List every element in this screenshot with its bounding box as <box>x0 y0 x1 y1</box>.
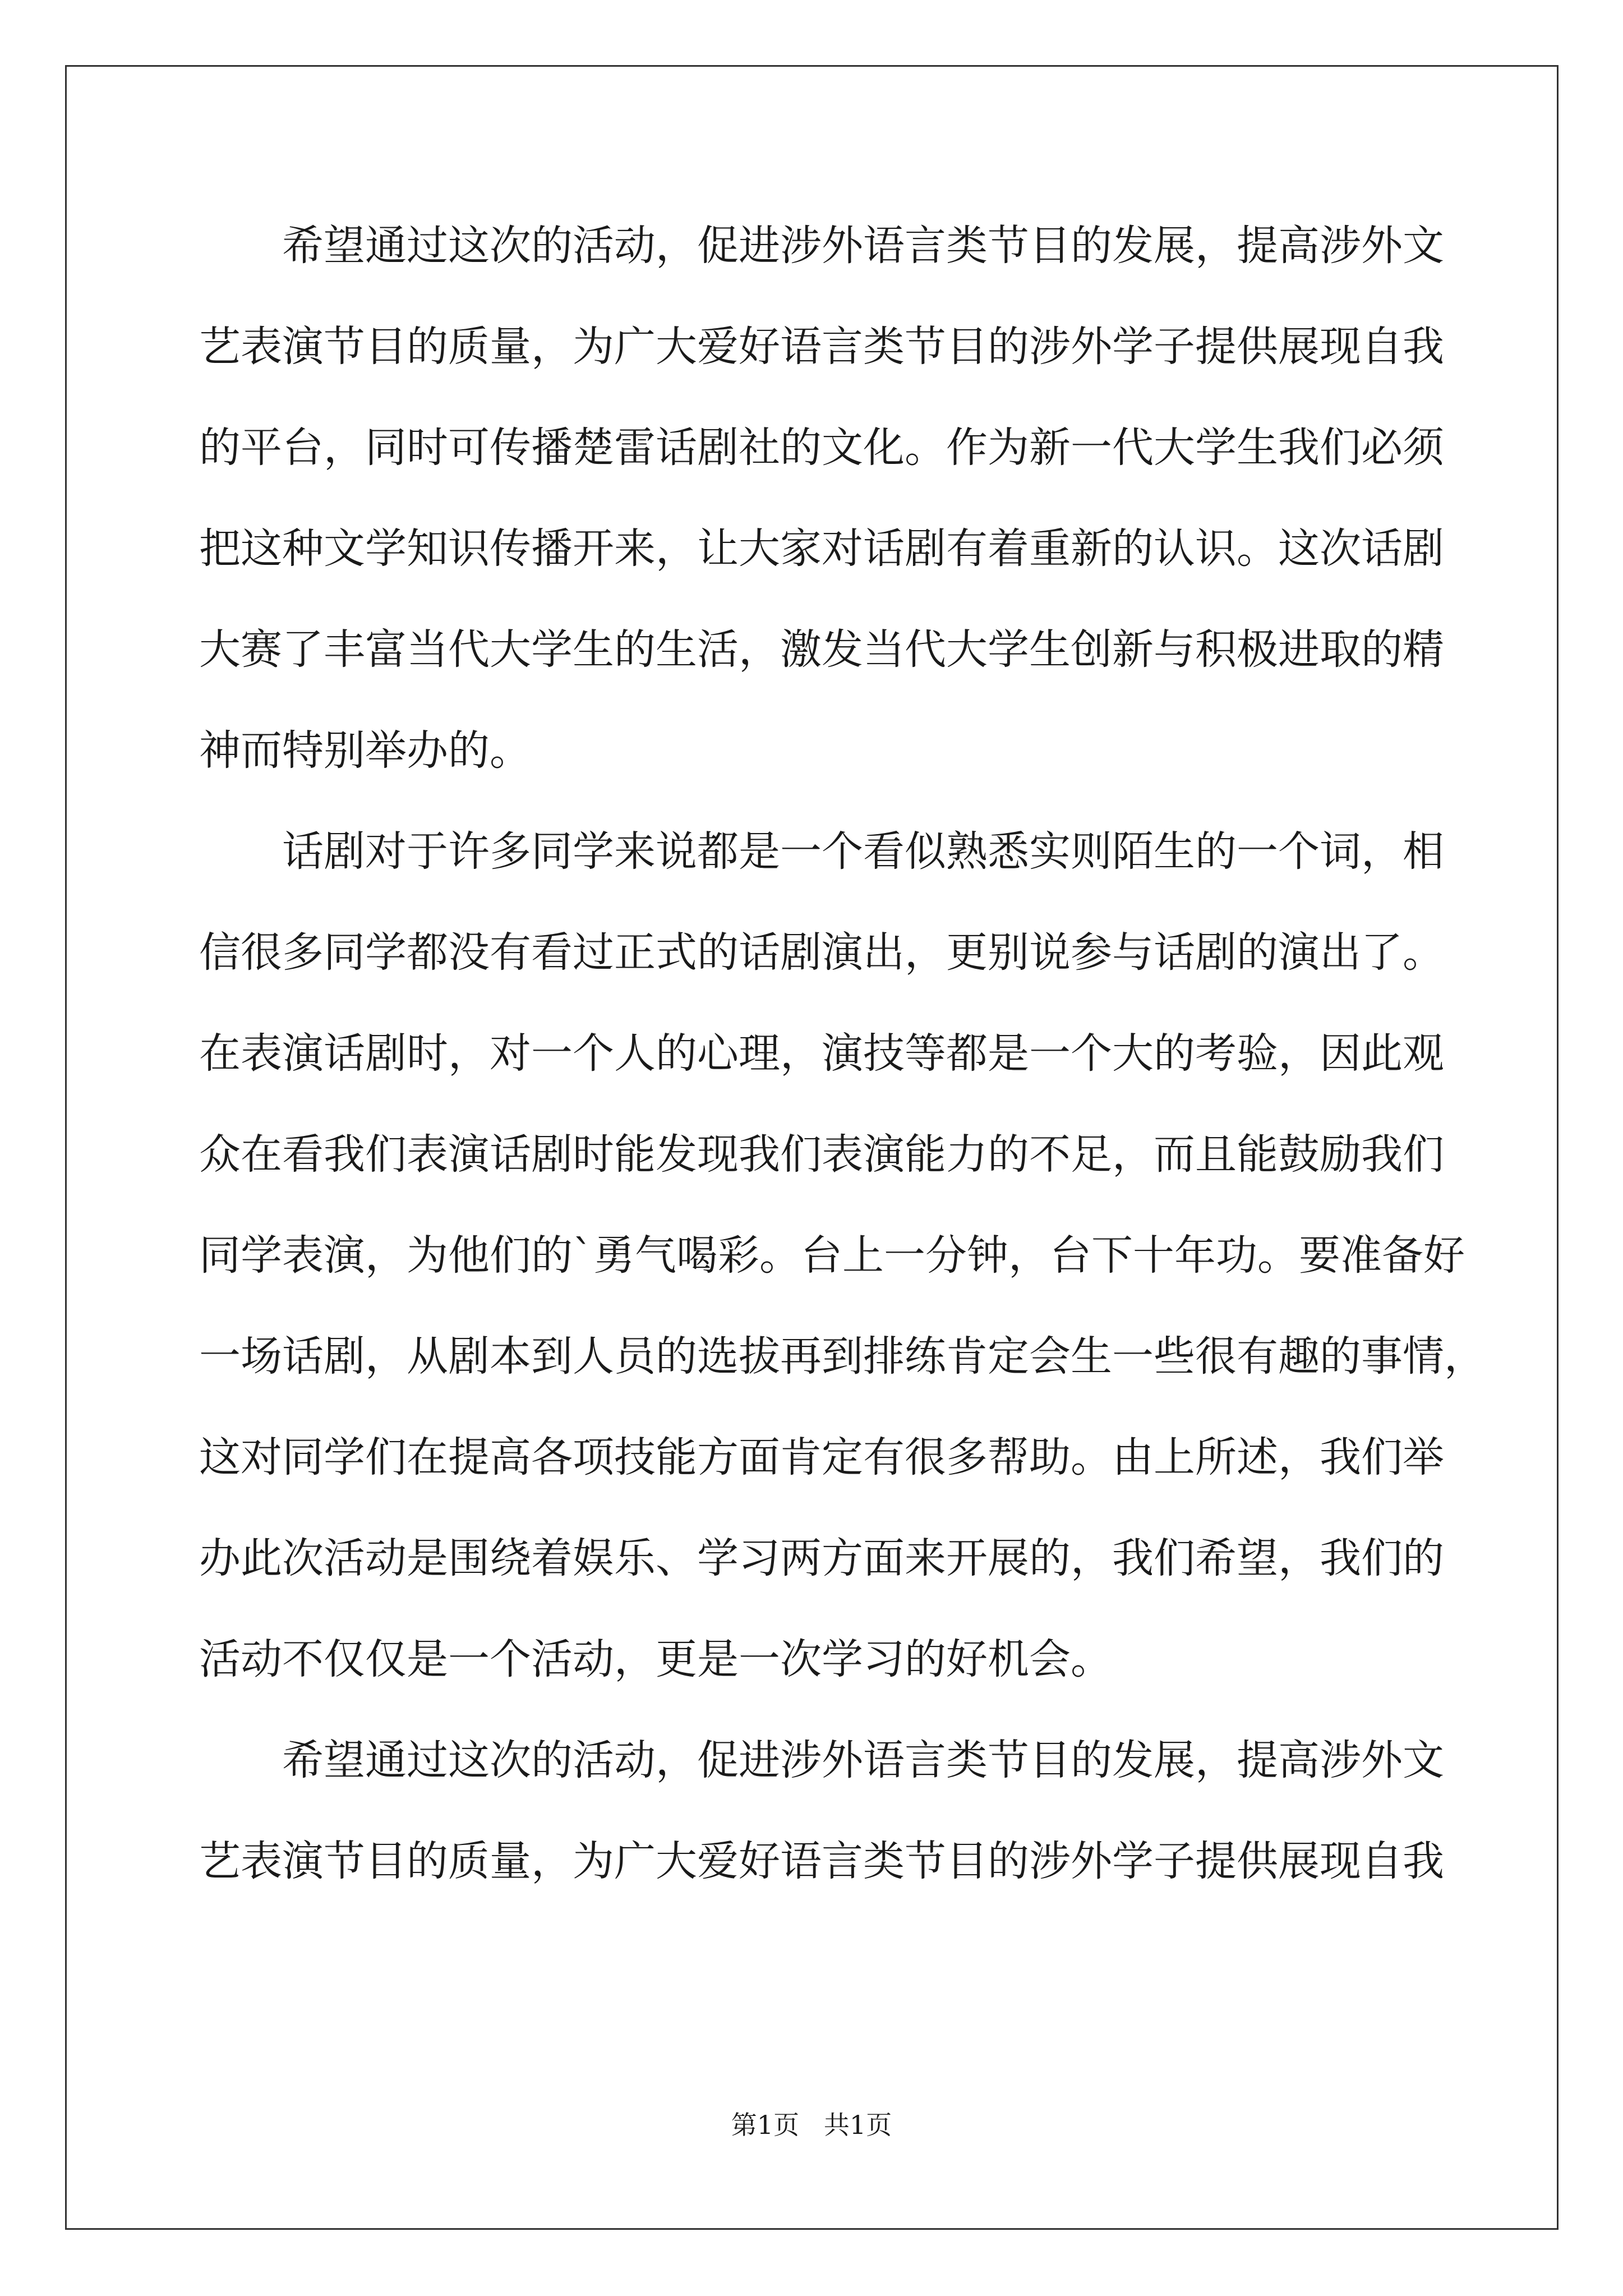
page-number-footer: 第1页 共1页 <box>731 2110 892 2140</box>
text-line: 同学表演，为他们的`勇气喝彩。台上一分钟，台下十年功。要准备好 <box>199 1231 1465 1280</box>
text-line: 众在看我们表演话剧时能发现我们表演能力的不足，而且能鼓励我们 <box>199 1130 1444 1179</box>
text-line: 艺表演节目的质量，为广大爱好语言类节目的涉外学子提供展现自我 <box>199 1837 1444 1885</box>
text-line: 大赛了丰富当代大学生的生活，激发当代大学生创新与积极进取的精 <box>199 625 1444 674</box>
text-line: 的平台，同时可传播楚雷话剧社的文化。作为新一代大学生我们必须 <box>199 424 1444 472</box>
text-line: 一场话剧，从剧本到人员的选拔再到排练肯定会生一些很有趣的事情， <box>199 1332 1486 1381</box>
text-line: 把这种文学知识传播开来，让大家对话剧有着重新的认识。这次话剧 <box>199 524 1444 573</box>
text-line: 活动不仅仅是一个活动，更是一次学习的好机会。 <box>199 1635 1112 1683</box>
text-line: 这对同学们在提高各项技能方面肯定有很多帮助。由上所述，我们举 <box>199 1433 1444 1481</box>
document-body <box>199 219 1486 1935</box>
text-line: 办此次活动是围绕着娱乐、学习两方面来开展的，我们希望，我们的 <box>199 1534 1444 1582</box>
text-line: 神而特别举办的。 <box>199 726 531 775</box>
text-line: 信很多同学都没有看过正式的话剧演出，更别说参与话剧的演出了。 <box>199 928 1444 977</box>
text-line: 话剧对于许多同学来说都是一个看似熟悉实则陌生的一个词，相 <box>199 827 1444 876</box>
text-line: 在表演话剧时，对一个人的心理，演技等都是一个大的考验，因此观 <box>199 1029 1444 1078</box>
text-line: 艺表演节目的质量，为广大爱好语言类节目的涉外学子提供展现自我 <box>199 323 1444 371</box>
text-line: 希望通过这次的活动，促进涉外语言类节目的发展，提高涉外文 <box>199 222 1444 270</box>
text-line: 希望通过这次的活动，促进涉外语言类节目的发展，提高涉外文 <box>199 1736 1444 1784</box>
